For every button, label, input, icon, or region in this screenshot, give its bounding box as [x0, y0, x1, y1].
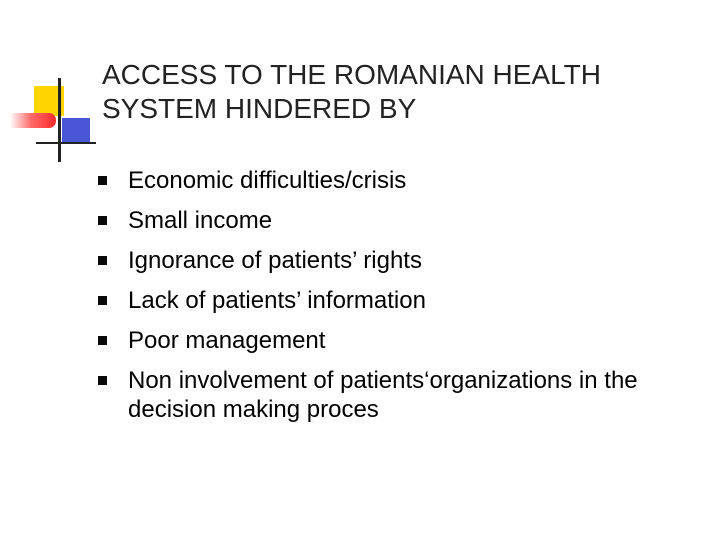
- square-bullet-icon: [98, 376, 107, 385]
- square-bullet-icon: [98, 176, 107, 185]
- vertical-line-shape: [58, 78, 61, 162]
- list-item: [98, 366, 698, 424]
- list-item: [98, 286, 698, 315]
- square-bullet-icon: [98, 256, 107, 265]
- bullet-text: Non involvement of patients‘organizations in the decision making proces: [128, 367, 638, 423]
- red-bar-shape: [10, 113, 56, 128]
- square-bullet-icon: [98, 336, 107, 345]
- square-bullet-icon: [98, 216, 107, 225]
- bullet-text: Economic difficulties/crisis: [128, 167, 407, 194]
- list-item: [98, 166, 698, 195]
- bullet-text: Poor management: [128, 327, 326, 354]
- list-item: [98, 246, 698, 275]
- bullet-text: Ignorance of patients’ rights: [128, 247, 422, 274]
- bullet-text: Small income: [128, 207, 273, 234]
- bullet-list: [98, 166, 698, 435]
- horizontal-line-shape: [36, 142, 96, 144]
- list-item: [98, 206, 698, 235]
- blue-square-shape: [62, 118, 90, 142]
- square-bullet-icon: [98, 296, 107, 305]
- bullet-text: Lack of patients’ information: [128, 287, 426, 314]
- list-item: [98, 326, 698, 355]
- slide-title: ACCESS TO THE ROMANIAN HEALTH SYSTEM HINDERED BY: [102, 59, 601, 124]
